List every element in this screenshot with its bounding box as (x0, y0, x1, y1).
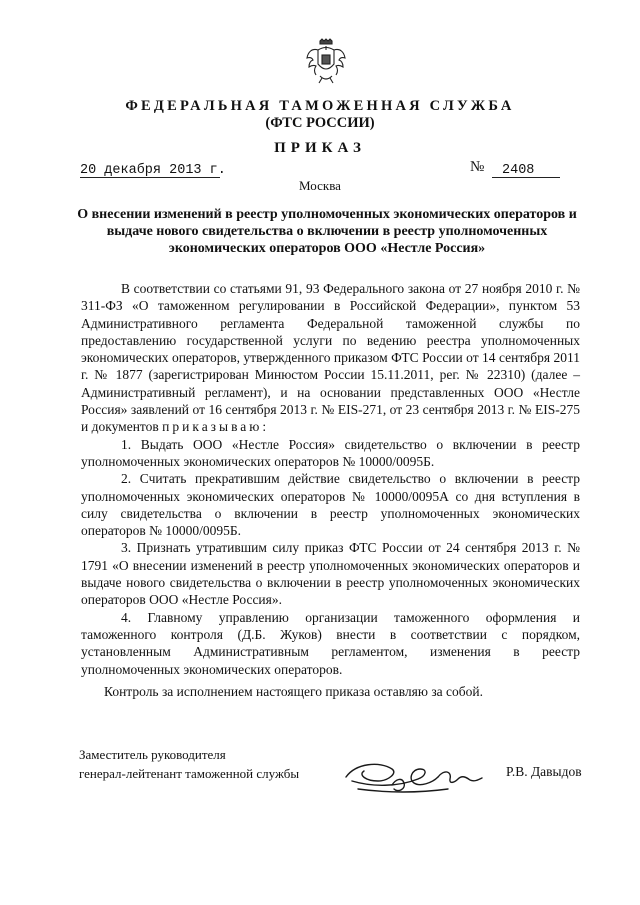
agency-short-name: (ФТС РОССИИ) (265, 115, 375, 131)
number-value: 2408 (502, 163, 535, 178)
signer-position-line2: генерал-лейтенант таможенной службы (79, 766, 300, 781)
list-item: 1. Выдать ООО «Нестле Россия» свидетельство о включении в реестр уполномоченных экономических операторов № 10000/0095Б. (81, 436, 580, 469)
handwritten-signature-icon (342, 755, 490, 801)
date-value: 20 декабря 2013 г. (80, 163, 226, 178)
city: Москва (299, 178, 341, 193)
document-body (81, 280, 580, 678)
list-item: 2. Считать прекратившим действие свидетельство о включении в реестр уполномоченных экономических операторов № 10000/0095А со дня вступления в силу свидетельства о включении в реестр уполномоченных экономических операторов № 10000/0095Б. (81, 471, 580, 539)
list-item: 3. Признать утратившим силу приказ ФТС России от 24 сентября 2013 г. № 1791 «О внесении изменений в реестр уполномоченных экономических операторов и выдаче нового свидетельства о включении в реестр уполномоченных экономических операторов ООО «Нестле Россия». (81, 540, 580, 608)
document-title: О внесении изменений в реестр уполномоченных экономических операторов и выдаче нового свидетельства о включении в реестр уполномоченных экономических операторов ООО «Нестле Россия» (77, 207, 577, 256)
list-item: 4. Главному управлению организации таможенного оформления и таможенного контроля (Д.Б. Жуков) внести в соответствии с порядком, установленным Административным регламентом, изменения в реестр уполномоченных экономических операторов. (81, 609, 580, 677)
preamble-paragraph (81, 280, 580, 436)
coat-of-arms-emblem (306, 38, 346, 86)
number-label: № (470, 159, 485, 175)
number-field (492, 160, 560, 178)
signer-position (79, 745, 299, 783)
agency-name: ФЕДЕРАЛЬНАЯ ТАМОЖЕННАЯ СЛУЖБА (125, 98, 515, 114)
signer-name: Р.В. Давыдов (506, 764, 582, 779)
order-word: приказываю: (162, 419, 270, 435)
signer-position-line1: Заместитель руководителя (79, 747, 226, 762)
date-field (80, 160, 226, 178)
control-statement: Контроль за исполнением настоящего приказа оставляю за собой. (104, 684, 483, 699)
preamble-text: В соответствии со статьями 91, 93 Федерального закона от 27 ноября 2010 г. № 311-ФЗ «О таможенном регулировании в Российской Федерации», пунктом 53 Административного регламента Федеральной таможенной службы по предоставлению государственной услуги по ведению реестра уполномоченных экономических операторов, утвержденного приказом ФТС России от 14 сентября 2011 г. № 1877 (зарегистрирован Минюстом России 15.11.2011, рег. № 22310) (далее – Административный регламент), и на основании представленных ООО «Нестле Россия» заявлений от 16 сентября 2013 г. № EIS-271, от 23 сентября 2013 г. № EIS-275 и документов (81, 281, 580, 435)
russian-coat-of-arms-icon (306, 38, 346, 86)
document-type: ПРИКАЗ (274, 140, 366, 156)
